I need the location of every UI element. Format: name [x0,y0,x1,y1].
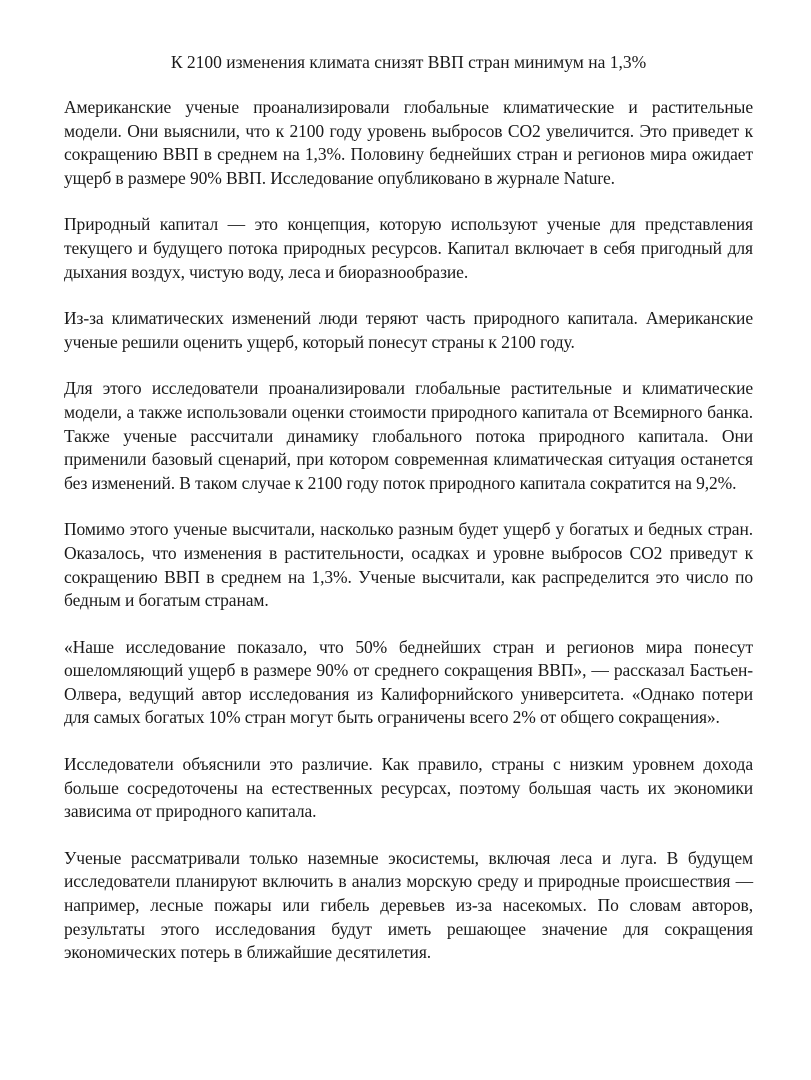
paragraph-natural-capital-definition: Природный капитал — это концепция, которую используют ученые для представления текущего и будущего потока природных ресурсов. Капитал включает в себя пригодный для дыхания воздух, чистую воду, леса и биоразнообразие. [64,214,753,282]
paragraph-methodology: Для этого исследователи проанализировали глобальные растительные и климатические модели, а также использовали оценки стоимости природного капитала от Всемирного банка. Также ученые рассчитали динамику глобального потока природного капитала. Они применили базовый сценарий, при котором современная климатическая ситуация останется без изменений. В таком случае к 2100 году поток природного капитала сократится на 9,2%. [64,378,753,493]
paragraph-rich-poor-damage: Помимо этого ученые высчитали, насколько разным будет ущерб у богатых и бедных стран. Оказалось, что изменения в растительности, осадках и уровне выбросов CO2 приведут к сокращению ВВП в среднем на 1,3%. Ученые высчитали, как распределится это число по бедным и богатым странам. [64,519,753,611]
paragraph-explanation: Исследователи объяснили это различие. Как правило, страны с низким уровнем дохода больше сосредоточены на естественных ресурсах, поэтому большая часть их экономики зависима от природного капитала. [64,754,753,822]
paragraph-author-quote: «Наше исследование показало, что 50% беднейших стран и регионов мира понесут ошеломляющий ущерб в размере 90% от среднего сокращения ВВП», — рассказал Бастьен-Олвера, ведущий автор исследования из Калифорнийского университета. «Однако потери для самых богатых 10% стран могут быть ограничены всего 2% от общего сокращения». [64,636,753,728]
paragraph-future-research: Ученые рассматривали только наземные экосистемы, включая леса и луга. В будущем исследователи планируют включить в анализ морскую среду и природные происшествия — например, лесные пожары или гибель деревьев из-за насекомых. По словам авторов, результаты этого исследования будут иметь решающее значение для сокращения экономических потерь в ближайшие десятилетия. [64,847,753,963]
paragraph-capital-loss: Из-за климатических изменений люди теряют часть природного капитала. Американские ученые решили оценить ущерб, который понесут страны к 2100 году. [64,308,753,352]
paragraph-study-summary: Американские ученые проанализировали глобальные климатические и растительные модели. Они выяснили, что к 2100 году уровень выбросов CO2 увеличится. Это приведет к сокращению ВВП в среднем на 1,3%. Половину беднейших стран и регионов мира ожидает ущерб в размере 90% ВВП. Исследование опубликовано в журнале Nature. [64,97,753,188]
document-title: К 2100 изменения климата снизят ВВП стран минимум на 1,3% [170,52,647,72]
